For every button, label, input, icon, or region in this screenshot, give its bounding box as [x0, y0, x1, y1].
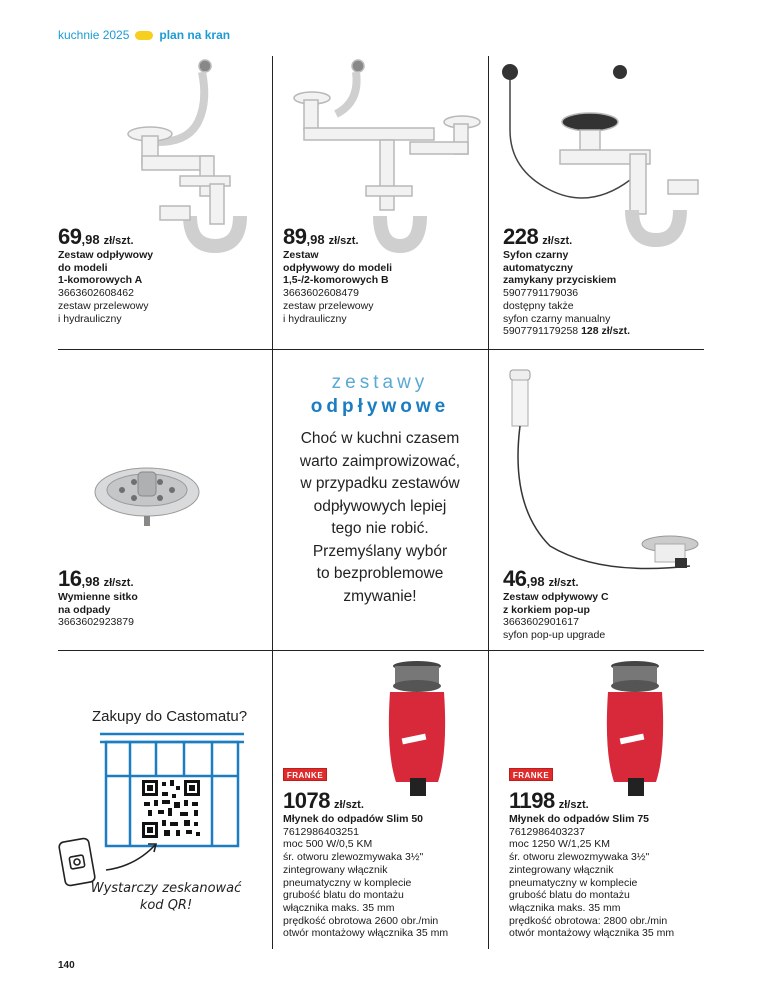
product-price: 228 zł/szt. — [503, 224, 573, 249]
product-description: Wymienne sitko na odpady 3663602923879 — [58, 591, 138, 629]
product-price: 16 ,98 zł/szt. — [58, 566, 134, 591]
popup-drain-image — [500, 366, 700, 580]
qr-handwritten-note: Wystarczy zeskanować kod QR! — [90, 881, 242, 913]
franke-logo: FRANKE — [509, 768, 553, 781]
product-price: 89 ,98 zł/szt. — [283, 224, 359, 249]
divider — [488, 56, 489, 350]
header-year: kuchnie 2025 — [58, 28, 130, 42]
product-description: Syfon czarny automatyczny zamykany przyciskiem 5907791179036 dostępny także syfon czarny manualny 5907791179258 128 zł/szt. — [503, 249, 631, 338]
product-description: Młynek do odpadów Slim 75 7612986403237 moc 1250 W/1,25 KM śr. otworu zlewozmywaka 3½" zintegrowany włącznik pneumatyczny w komplecie grubość blatu do montażu włącznika maks. 35 mm prędkość obrotowa: 2800 obr./min otwór montażowy włącznika 35 mm — [509, 813, 675, 940]
promo-heading-light: zestawy — [331, 372, 429, 393]
page-number: 140 — [58, 960, 75, 971]
promo-body: Choć w kuchni czasem warto zaimprowizować, w przypadku zestawów odpływowych lepiej tego nie robić. Przemyślany wybór to bezproblemowe zmywanie! — [299, 430, 461, 605]
product-price: 1078 zł/szt. — [283, 788, 364, 813]
product-price: 69 ,98 zł/szt. — [58, 224, 134, 249]
divider — [272, 350, 273, 650]
franke-logo: FRANKE — [283, 768, 327, 781]
drain-kit-a-image — [120, 56, 260, 256]
qr-title: Zakupy do Castomatu? — [92, 708, 248, 725]
grinder-slim50-image — [382, 660, 452, 800]
divider — [488, 651, 489, 949]
divider — [272, 56, 273, 350]
siphon-black-image — [500, 60, 700, 250]
product-description: Zestaw odpływowy do modeli 1-komorowych A 3663602608462 zestaw przelewowy i hydrauliczny — [58, 249, 154, 325]
qr-code[interactable] — [140, 778, 202, 840]
product-description: Młynek do odpadów Slim 50 7612986403251 moc 500 W/0,5 KM śr. otworu zlewozmywaka 3½" zintegrowany włącznik pneumatyczny w komplecie grubość blatu do montażu włącznika maks. 35 mm prędkość obrotowa 2600 obr./min otwór montażowy włącznika 35 mm — [283, 813, 449, 940]
page-header — [58, 28, 230, 42]
product-price: 46 ,98 zł/szt. — [503, 566, 579, 591]
product-description: Zestaw odpływowy C z korkiem pop-up 3663602901617 syfon pop-up upgrade — [503, 591, 609, 642]
promo-heading-bold: odpływowe — [310, 396, 450, 417]
divider — [58, 349, 704, 350]
header-pill-icon — [135, 31, 153, 40]
sink-strainer-image — [92, 460, 202, 530]
header-section: plan na kran — [159, 28, 231, 42]
divider — [272, 651, 273, 949]
promo-block — [276, 372, 484, 608]
product-description: Zestaw odpływowy do modeli 1,5-/2-komorowych B 3663602608479 zestaw przelewowy i hydrauliczny — [283, 249, 393, 325]
divider — [488, 350, 489, 650]
grinder-slim75-image — [600, 660, 670, 800]
product-price: 1198 zł/szt. — [509, 788, 589, 813]
divider — [58, 650, 704, 651]
